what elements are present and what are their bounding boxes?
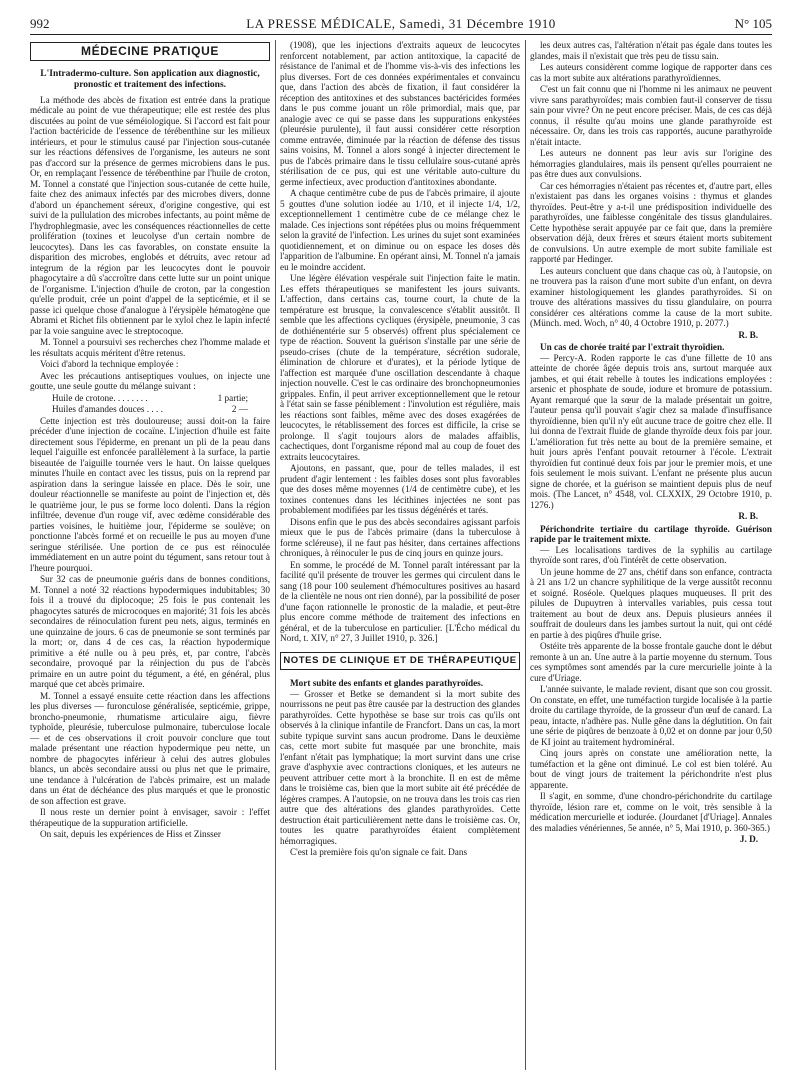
- paragraph: L'année suivante, le malade revient, disant que son cou grossit. On constate, en effet, une tuméfaction turgide localisée à la partie droite du cartilage thyroïde, de la grosseur d'un œuf de canard. La peau, intacte, n'adhère pas. Nulle gêne dans la déglutition. On fait une série de piqûres de benzoate à 0,02 et on donne par jour 0,50 de KI joint au traitement hydrominéral.: [530, 684, 772, 747]
- paragraph: On sait, depuis les expériences de Hiss et Zinsser: [40, 829, 221, 839]
- paragraph: Ajoutons, en passant, que, pour de telles malades, il est prudent d'agir lentement : les faibles doses sont plus favorables que des doses même moyennes (1/4 de centimètre cube), et les toxines contenues dans les lécithines injectées ne sont pas probablement modifiées par les tissus dégénérés et tarés.: [280, 463, 520, 515]
- paragraph: En somme, le procédé de M. Tonnel paraît intéressant par la facilité qu'il présente de trouver les germes qui circulent dans le sang (18 pour 100 seulement d'hémocultures positives au hasard de la clientèle ne nous ont rien donné), par la possibilité de poser d'une façon rationnelle le pronostic de la maladie, et peut-être plus encore comme méthode de traitement des infections en général, et de la tuberculose en particulier. [L'Écho médical du Nord, t. XIV, n° 27, 3 Juillet 1910, p. 326.]: [280, 559, 520, 643]
- subsection-title: Périchondrite tertiaire du cartilage thyroïde. Guérison rapide par le traitement mixte.: [530, 523, 772, 544]
- signature: R. B.: [738, 511, 758, 521]
- column-3: [530, 40, 772, 1070]
- section-heading: MÉDECINE PRATIQUE: [30, 42, 270, 61]
- paragraph: Avec les précautions antiseptiques voulues, on injecte une goutte, une seule goutte du mélange suivant :: [30, 370, 270, 391]
- paragraph: Sur 32 cas de pneumonie guéris dans de bonnes conditions, M. Tonnel a noté 32 réactions hypodermiques indubitables; 30 fois il a trouvé du diplocoque; 25 fois le pus contenait les phagocytes saturés de microcoques en majorité; 31 fois les abcès secondaires de réinoculation furent peu nets, aigus, terminés en une quinzaine de jours. 6 cas de pneumonie se sont terminés par la mort; or, dans 4 de ces cas, la réaction hypodermique primitive a été nulle ou à peu près, et, par contre, l'abcès secondaire, provoqué par la réinjection du pus de l'abcès primaire en un autre point du tégument, a été, en général, plus marqué que cet abcès primaire.: [30, 574, 270, 689]
- article-title: L'Intradermo-culture. Son application aux diagnostic, pronostic et traitement des infections.: [40, 68, 260, 90]
- paragraph: Il s'agit, en somme, d'une chondro-périchondrite du cartilage thyroïde, lésion rare et, comme on le voit, très sensible à la médication mercurielle et iodurée. (Jourdanet [d'Uriage]. Annales des maladies vénériennes, 5e année, n° 5, Mai 1910, p. 360-365.): [530, 791, 772, 833]
- formula-quantity: 2 —: [231, 404, 248, 414]
- formula-ingredient: Huile de crotone. . . . . . . .: [52, 392, 148, 403]
- page-number: 992: [30, 16, 50, 31]
- section-heading: NOTES DE CLINIQUE ET DE THÉRAPEUTIQUE: [280, 652, 520, 671]
- paragraph: (1908), que les injections d'extraits aqueux de leucocytes renforcent notablement, par action antitoxique, la capacité de résistance de l'animal et de l'homme vis-à-vis des infections les plus diverses. Fort de ces données expérimentales et convaincu que, dans l'action des abcès de fixation, il faut considérer la réception des antitoxines et des substances bactéricides formées dans le pus comme jouant un rôle primordial, mais que, par analogie avec ce qui se passe dans les suppurations enkystées (pleurésie purulente), il faut aussi considérer cette résorption comme entravée, diminuée par la réaction de défense des tissus sains voisins, M. Tonnel a alors songé à injecter directement le pus de l'abcès primaire dans le tissu cellulaire sous-cutané après stérilisation de ce pus, qui est une véritable auto-culture du germe infectieux, avec production d'antitoxines abondante.: [280, 40, 520, 187]
- paragraph: Les auteurs considèrent comme logique de rapporter dans ces cas la mort subite aux altérations parathyroïdiennes.: [530, 62, 772, 83]
- paragraph: La méthode des abcès de fixation est entrée dans la pratique médicale au point de vue thérapeutique; elle est restée des plus discutées au point de vue séméiologique. Si l'accord est fait pour l'action bactéricide de l'essence de térébenthine sur les milieux intérieurs, et pour le stimulus causé par l'injection sous-cutanée sur les réactions défensives de l'organisme, les auteurs ne sont pas d'accord sur la présence de germes microbiens dans le pus. Or, en remplaçant l'essence de térébenthine par l'huile de croton, M. Tonnel a constaté que l'injection sous-cutanée de cette huile, faite chez des animaux infectés par des microbes divers, donne d'abord un épanchement séreux, d'origine congestive, qui est suivi de la pullulation des microbes infectants, au point même de l'hydrophlegmasie, avec les conséquences réactionnelles de cette prolifération (toxines et leucolyse d'un certain nombre de leucocytes). Dans les cas favorables, on constate ensuite la disparition des microbes, englobés et détruits, avec retour ad integrum de la région par les leucocytes dont le pouvoir phagocytaire a dû s'accroître dans cette lutte sur un point unique de l'organisme. L'injection d'huile de croton, par la congestion qu'elle produit, crée un point d'appel de la septicémie, et il se passe ici quelque chose d'analogue à l'érysipèle hématogène que Abrami et Richet fils obtiennent par le xylol chez le lapin infecté par la voie sanguine avec le streptocoque.: [30, 94, 270, 336]
- paragraph: — Percy-A. Roden rapporte le cas d'une fillette de 10 ans atteinte de chorée âgée depuis trois ans, surtout marquée aux jambes, et qui était rebelle à toutes les indications employées : arsenic et phosphate de soude, iodure et bromure de potassium. Ayant remarqué que la sœur de la malade présentait un goitre, l'auteur pensa qu'il pouvait s'agir chez sa malade d'insuffisance thyroïdienne, bien qu'il n'y eût aucune trace de goitre chez elle. Il lui donna de l'extrait fluide de glande thyroïde deux fois par jour. L'amélioration fut très nette au bout de la première semaine, et huit jours après l'enfant pouvait retourner à l'école. L'extrait thyroïdien fut continué deux fois par jour le premier mois, et une fois seulement le mois suivant. L'enfant ne présente plus aucun signe de chorée, et la guérison se maintient depuis plus de neuf mois. (The Lancet, n° 4548, vol. CLXXIX, 29 Octobre 1910, p. 1276.): [530, 352, 772, 510]
- paragraph: Disons enfin que le pus des abcès secondaires agissant parfois mieux que le pus de l'abcès primaire (dans la tuberculose à forme scléreuse), il ne faut pas hésiter, dans certaines affections chroniques, à réinoculer le pus de cinq jours en quinze jours.: [280, 516, 520, 558]
- paragraph: A chaque centimètre cube de pus de l'abcès primaire, il ajoute 5 gouttes d'une solution iodée au 1/10, et il injecte 1/4, 1/2, exceptionnellement 1 centimètre cube de ce mélange chez le malade. Ces injections sont répétées plus ou moins fréquemment selon la gravité de l'infection. Les urines du sujet sont examinées quotidiennement, et on diminue ou on espace les doses dès l'apparition de l'albumine. En opérant ainsi, M. Tonnel n'a jamais eu le moindre accident.: [280, 188, 520, 272]
- formula-quantity: 1 partie;: [217, 392, 248, 403]
- paragraph: Un jeune homme de 27 ans, chétif dans son enfance, contracta à 21 ans 1/2 un chancre syphilitique de la verge aussitôt reconnu et soigné. Roséole. Quelques plaques muqueuses. Il prit des pilules de Dupuytren à intervalles variables, puis cessa tout traitement au bout de deux ans. Depuis plusieurs années il souffrait de douleurs dans les jambes surtout la nuit, qui ont cédé en partie à des piqûres d'huile grise.: [530, 566, 772, 640]
- paragraph: M. Tonnel a poursuivi ses recherches chez l'homme malade et les résultats acquis méritent d'être retenus.: [30, 337, 270, 358]
- signature: J. D.: [739, 834, 758, 844]
- paragraph: — Grosser et Betke se demandent si la mort subite des nourrissons ne peut pas être causée par la destruction des glandes parathyroïdes. Cette hypothèse se base sur trois cas qu'ils ont observés à la clinique infantile de Francfort. Dans un cas, la mort subite typique survint sans aucun prodrome. Dans le deuxième cas, cette mort subite fut masquée par une bronchite, mais l'enfant n'était pas lymphatique; la mort survint dans une crise grave d'asphyxie avec contractions cloniques, et les auteurs ne peuvent attribuer cette mort à la bronchite. Il en est de même dans le troisième cas, bien que la mort subite ait été précédée de légères crampes. A l'autopsie, on ne trouva dans les trois cas rien autre que des altérations des glandes parathyroïdes. Cette destruction était particulièrement nette dans le troisième cas. Or, toutes les quatre parathyroïdes étaient complètement hémorragiques.: [280, 688, 520, 846]
- paragraph: Voici d'abord la technique employée :: [40, 359, 179, 369]
- paragraph: — Les localisations tardives de la syphilis au cartilage thyroïde sont rares, d'où l'intérêt de cette observation.: [530, 544, 772, 565]
- subsection-title: Mort subite des enfants et glandes parathyroïdes.: [290, 678, 484, 688]
- paragraph: Les auteurs concluent que dans chaque cas où, à l'autopsie, on ne trouvera pas la raison d'une mort subite d'un enfant, on devra examiner histologiquement les glandes parathyroïdes. Si on trouve des altérations massives du tissu glandulaire, on pourra considérer ces altérations comme la cause de la mort subite. (Münch. med. Woch, n° 40, 4 Octobre 1910, p. 2077.): [530, 265, 772, 328]
- page-header: [30, 12, 772, 35]
- paragraph: Il nous reste un dernier point à envisager, savoir : l'effet thérapeutique de la suppuration artificielle.: [30, 807, 270, 828]
- column-1: [30, 40, 270, 1070]
- column-2: [280, 40, 520, 1070]
- paragraph: Une légère élévation vespérale suit l'injection faite le matin. Les effets thérapeutiques se manifestent les jours suivants. L'affection, dans certains cas, tourne court, la chute de la température est brusque, la convalescence s'établit aussitôt. Il semble que les affections cycliques (érysipèle, pneumonie, 3 cas de dothiénentérie sur 5 observés) offrent plus spécialement ce type de réaction. Souvent la guérison s'installe par une série de pseudo-crises (chute de la température, sécrétion sudorale, élimination de chlorure et d'urates), et la période lytique de l'affection est marquée d'une oscillation descendante à chaque injection nouvelle. C'est le cas ordinaire des bronchopneumonies grippales. Enfin, il peut arriver exceptionnellement que le retour à l'état sain se fasse péniblement : l'involution est régulière, mais les réactions sont faibles, même avec des doses exagérées de leucocytes, le rétablissement des forces est difficile, la crise se prolonge. Il s'agit toujours alors de malades affaiblis, cachectiques, dont l'organisme répond mal au coup de fouet des extraits leucocytaires.: [280, 273, 520, 462]
- formula-ingredient: Huiles d'amandes douces . . . .: [52, 404, 163, 414]
- paragraph: C'est la première fois qu'on signale ce fait. Dans: [290, 847, 468, 857]
- signature: R. B.: [738, 329, 758, 340]
- formula-line: [30, 404, 270, 415]
- paragraph: Cette injection est très douloureuse; aussi doit-on la faire précéder d'une injection de cocaïne. L'injection d'huile est faite directement sous l'épiderme, en prenant un pli de la peau dans lequel l'aiguille est enfoncée parallèlement à la surface, la partie biseautée de l'aiguille tournée vers le haut. On laisse quelques minutes l'huile en contact avec les tissus, puis on la reprend par aspiration dans la seringue laissée en place. Dès le soir, une douleur réactionnelle se manifeste au point de l'injection et, dès le quatrième jour, le pus se forme loco dolenti. Dans la région infiltrée, devenue d'un rouge vif, avec œdème considérable des parties voisines, le huitième jour, l'épiderme se soulève; on ponctionne l'abcès formé et on recueille le pus au moyen d'une seringue stérilisée. Une portion de ce pus est réinoculée immédiatement en un autre point du tégument, sans retour tout à l'heure pourquoi.: [30, 415, 270, 573]
- paragraph: Cinq jours après on constate une amélioration nette, la tuméfaction et la gêne ont diminué. Le col est bien toléré. Au bout de vingt jours de traitement la périchondrite n'est plus apparente.: [530, 748, 772, 790]
- paragraph: Les auteurs ne donnent pas leur avis sur l'origine des hémorragies glandulaires, mais ils pensent qu'elles pourraient ne pas être dues aux convulsions.: [530, 148, 772, 179]
- paragraph: Ostéite très apparente de la bosse frontale gauche dont le début remonte à un an. Une autre à la partie moyenne du sternum. Tous ces symptômes sont amendés par la cure mercurielle jointe à la cure d'Uriage.: [530, 641, 772, 683]
- formula-line: [30, 393, 270, 404]
- column-divider: [275, 40, 276, 1070]
- issue-number: N° 105: [734, 16, 772, 31]
- paragraph: M. Tonnel a essayé ensuite cette réaction dans les affections les plus diverses — furonculose généralisée, septicémie, grippe, broncho-pneumonie, rhumatisme articulaire aigu, fièvre typhoïde, pleurésie, tuberculose pulmonaire, tuberculose locale — et de ces observations il croit pouvoir conclure que tout malade présentant une réaction hypodermique peu nette, un nombre de phagocytes inférieur à celui des autres globules blancs, un abcès secondaire aussi ou plus net que le primaire, une tendance à l'ulcération de l'abcès primaire, est un malade dans un état de déchéance des plus marqués et que le pronostic de son affection est grave.: [30, 690, 270, 806]
- journal-title: LA PRESSE MÉDICALE, Samedi, 31 Décembre 1910: [246, 16, 556, 31]
- column-divider: [525, 40, 526, 1070]
- paragraph: les deux autres cas, l'altération n'était pas égale dans toutes les glandes, mais il n'existait que très peu de tissu sain.: [530, 40, 772, 61]
- paragraph: Car ces hémorragies n'étaient pas récentes et, d'autre part, elles n'existaient pas dans les organes voisins : thymus et glandes thyroïdes. Peut-être y a-t-il une prédisposition individuelle des parathyroïdes, une faiblesse congénitale des tissus glandulaires. Cette hypothèse serait appuyée par ce fait que, dans la première observation déjà, deux frères et sœurs étaient morts subitement de convulsions. Un autre exemple de mort subite familiale est rapporté par Hedinger.: [530, 180, 772, 264]
- paragraph: C'est un fait connu que ni l'homme ni les animaux ne peuvent vivre sans parathyroïdes; mais combien faut-il conserver de tissu sain pour vivre? On ne peut encore préciser. Mais, de ces cas déjà connus, il résulte qu'au moins une glande parathyroïde est nécessaire. Or, dans les trois cas rapportés, aucune parathyroïde n'était intacte.: [530, 84, 772, 147]
- subsection-title: Un cas de chorée traité par l'extrait thyroïdien.: [540, 342, 725, 352]
